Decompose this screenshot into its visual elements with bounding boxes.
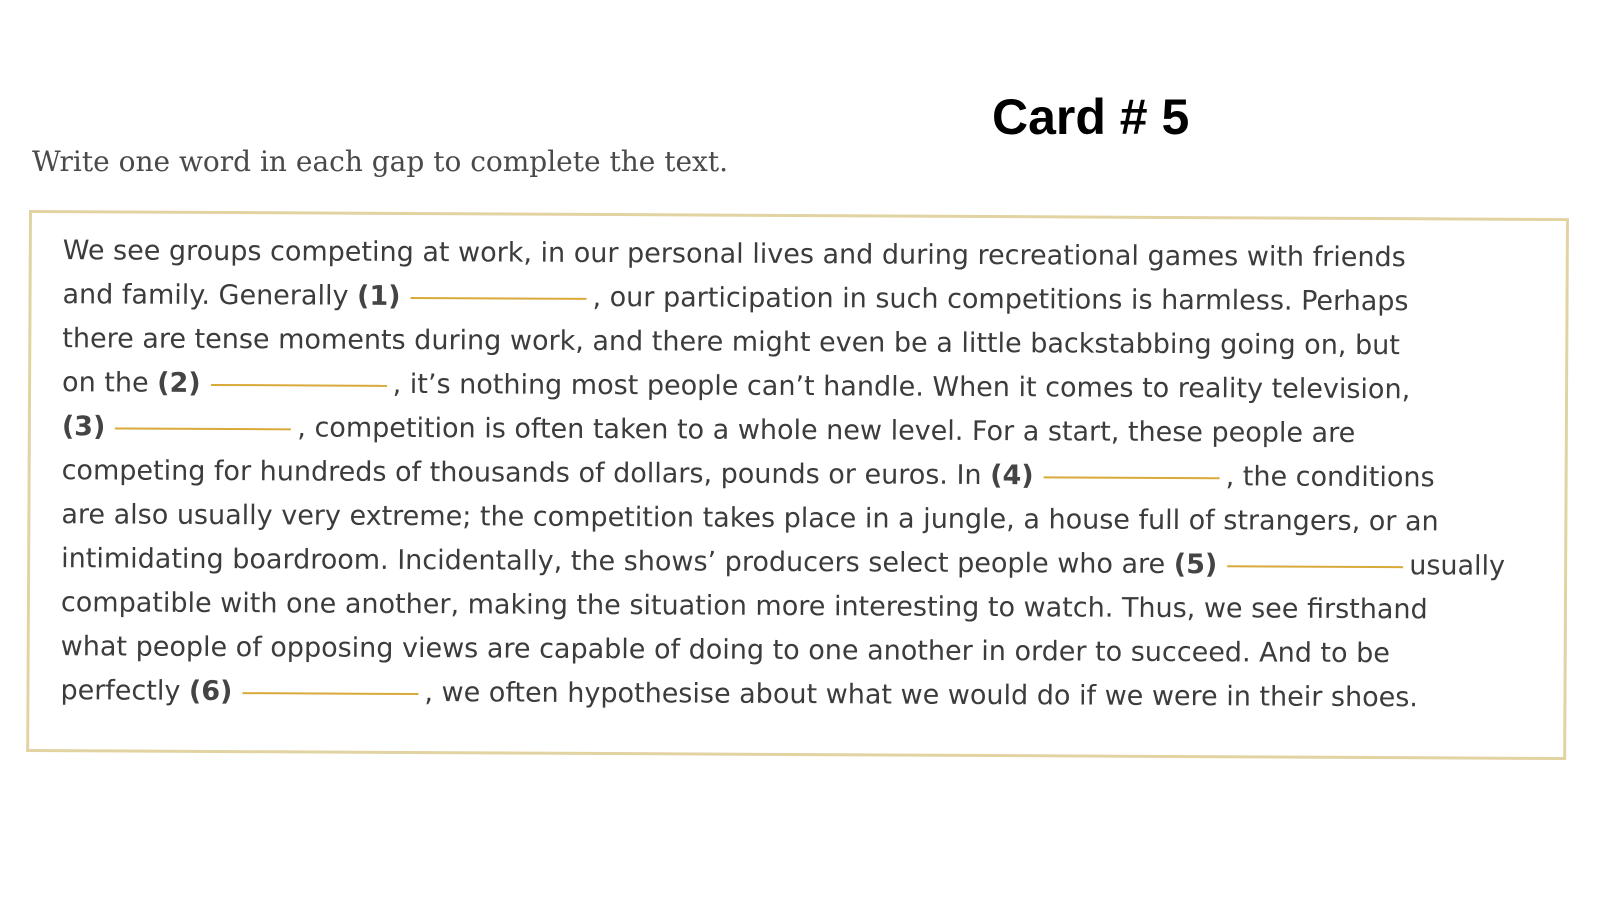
gap-blank-6[interactable] <box>242 691 418 695</box>
passage-line <box>62 449 1435 500</box>
gap-blank-3[interactable] <box>115 426 291 430</box>
passage-line <box>63 229 1406 280</box>
passage-box <box>26 210 1569 760</box>
passage-text: what people of opposing views are capable of doing to one another in order to succeed. And to be <box>60 631 1390 670</box>
passage-text: , we often hypothesise about what we would do if we were in their shoes. <box>424 677 1419 714</box>
passage-text: intimidating boardroom. Incidentally, the shows’ producers select people who are <box>61 543 1174 580</box>
passage-line <box>61 493 1438 544</box>
gap-number-4: (4) <box>990 460 1034 492</box>
passage-line <box>62 361 1410 412</box>
passage-text: , our participation in such competitions is harmless. Perhaps <box>592 281 1409 318</box>
passage-line <box>62 405 1356 456</box>
instruction-text: Write one word in each gap to complete the text. <box>32 145 728 178</box>
passage-text: compatible with one another, making the situation more interesting to watch. Thus, we see firsthand <box>60 587 1428 626</box>
card-title: Card # 5 <box>992 89 1190 145</box>
passage-line <box>61 581 1428 632</box>
passage-text: perfectly <box>60 675 190 707</box>
passage-line <box>62 317 1400 368</box>
passage-text: usually <box>1409 550 1506 582</box>
passage-line <box>62 273 1408 324</box>
gap-number-3: (3) <box>61 411 106 443</box>
gap-blank-2[interactable] <box>211 383 387 387</box>
passage-text: , competition is often taken to a whole new level. For a start, these people are <box>297 412 1356 449</box>
passage-line <box>61 625 1390 676</box>
passage-text: and family. Generally <box>62 279 358 312</box>
passage-text: , the conditions <box>1225 461 1435 494</box>
gap-blank-1[interactable] <box>411 296 587 300</box>
passage-text: We see groups competing at work, in our personal lives and during recreational games with friends <box>62 235 1406 274</box>
gap-number-1: (1) <box>356 280 401 312</box>
passage-text: competing for hundreds of thousands of dollars, pounds or euros. In <box>61 455 991 492</box>
passage-text: are also usually very extreme; the competition takes place in a jungle, a house full of strangers, or an <box>61 499 1439 538</box>
gap-number-5: (5) <box>1173 548 1218 581</box>
passage-line <box>61 537 1505 589</box>
gap-blank-4[interactable] <box>1044 475 1220 479</box>
passage-text: , it’s nothing most people can’t handle. When it comes to reality television, <box>392 368 1411 406</box>
gap-number-6: (6) <box>188 675 233 708</box>
gap-blank-5[interactable] <box>1227 564 1403 568</box>
passage-text: on the <box>62 367 158 399</box>
gap-number-2: (2) <box>157 367 201 399</box>
passage-line <box>60 669 1418 720</box>
passage-text: there are tense moments during work, and there might even be a little backstabbing going on, but <box>62 323 1400 362</box>
